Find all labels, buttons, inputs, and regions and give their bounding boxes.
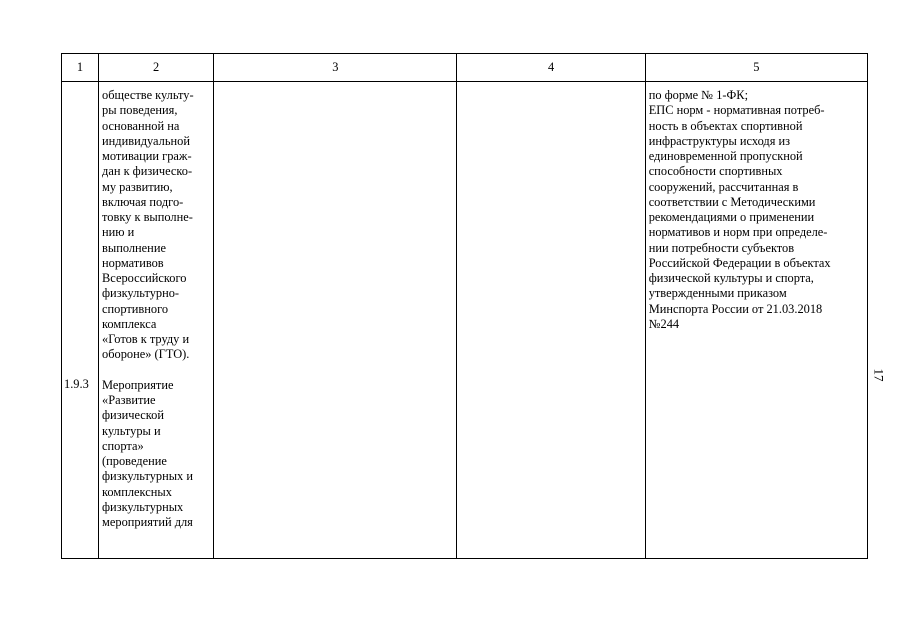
text-line: Мероприятие xyxy=(102,377,174,392)
text-line: обществе культу- xyxy=(102,88,194,102)
cell-col-1 xyxy=(62,82,99,559)
table-row xyxy=(62,82,868,559)
text-line: индивидуальной xyxy=(102,133,190,148)
text-line: физкультурно- xyxy=(102,286,180,301)
text-line: инфраструктуры исходя из xyxy=(648,133,791,148)
text-line: мероприятий для xyxy=(102,515,193,529)
text-line: единовременной пропускной xyxy=(648,149,803,163)
text-line: Минспорта России от 21.03.2018 xyxy=(648,301,823,316)
cell-col-5 xyxy=(645,82,867,559)
text-line: «Готов к труду и xyxy=(102,332,190,346)
text-line: комплекса xyxy=(102,316,157,331)
cell-col-2 xyxy=(99,82,214,559)
paragraph-gap xyxy=(102,363,210,378)
text-line: дан к физическо- xyxy=(102,164,193,179)
text-line: физической xyxy=(102,408,164,423)
text-line: ЕПС норм - нормативная потреб- xyxy=(648,103,825,118)
header-row xyxy=(62,54,868,82)
spacer xyxy=(64,88,96,316)
text-line: мотивации граж- xyxy=(102,149,192,163)
text-line: Российской Федерации в объектах xyxy=(648,255,831,270)
text-line: (проведение xyxy=(102,454,167,468)
text-line: включая подго- xyxy=(102,194,184,209)
text-line: ры поведения, xyxy=(102,103,178,118)
text-line: «Развитие xyxy=(102,393,156,407)
cell-col-3 xyxy=(214,82,457,559)
text-line: спортивного xyxy=(102,301,169,316)
item-number: 1.9.3 xyxy=(64,377,89,391)
text-line: культуры и xyxy=(102,423,161,438)
text-line: нии потребности субъектов xyxy=(648,240,795,255)
header-col-5: 5 xyxy=(645,54,867,82)
text-line: физкультурных xyxy=(102,499,184,514)
text-line: обороне» (ГТО). xyxy=(102,347,190,362)
header-col-4: 4 xyxy=(457,54,645,82)
text-line: нормативов и норм при определе- xyxy=(648,225,828,240)
text-line: му развитию, xyxy=(102,179,173,194)
text-line: выполнение xyxy=(102,240,166,255)
page-number: 17 xyxy=(871,368,887,382)
text-line: нормативов xyxy=(102,255,164,270)
text-line: способности спортивных xyxy=(648,164,783,179)
text-line: утвержденными приказом xyxy=(648,286,787,301)
text-line: по форме № 1-ФК; xyxy=(648,88,749,102)
text-line: рекомендациями о применении xyxy=(648,210,815,224)
text-line: спорта» xyxy=(102,438,144,453)
cell-col-4 xyxy=(457,82,645,559)
text-line: основанной на xyxy=(102,118,180,133)
text-line: комплексных xyxy=(102,484,172,499)
col2-text xyxy=(99,82,213,530)
text-line: №244 xyxy=(648,316,680,331)
header-col-1: 1 xyxy=(62,54,99,82)
header-col-3: 3 xyxy=(214,54,457,82)
document-table xyxy=(61,53,868,559)
text-line: физической культуры и спорта, xyxy=(648,271,814,285)
text-line: нию и xyxy=(102,225,135,240)
text-line: физкультурных и xyxy=(102,469,193,484)
col5-text xyxy=(646,82,867,332)
text-line: соответствии с Методическими xyxy=(648,194,816,209)
text-line: товку к выполне- xyxy=(102,210,193,224)
text-line: сооружений, рассчитанная в xyxy=(648,179,799,194)
text-line: Всероссийского xyxy=(102,271,187,285)
text-line: ность в объектах спортивной xyxy=(648,118,803,133)
header-col-2: 2 xyxy=(99,54,214,82)
